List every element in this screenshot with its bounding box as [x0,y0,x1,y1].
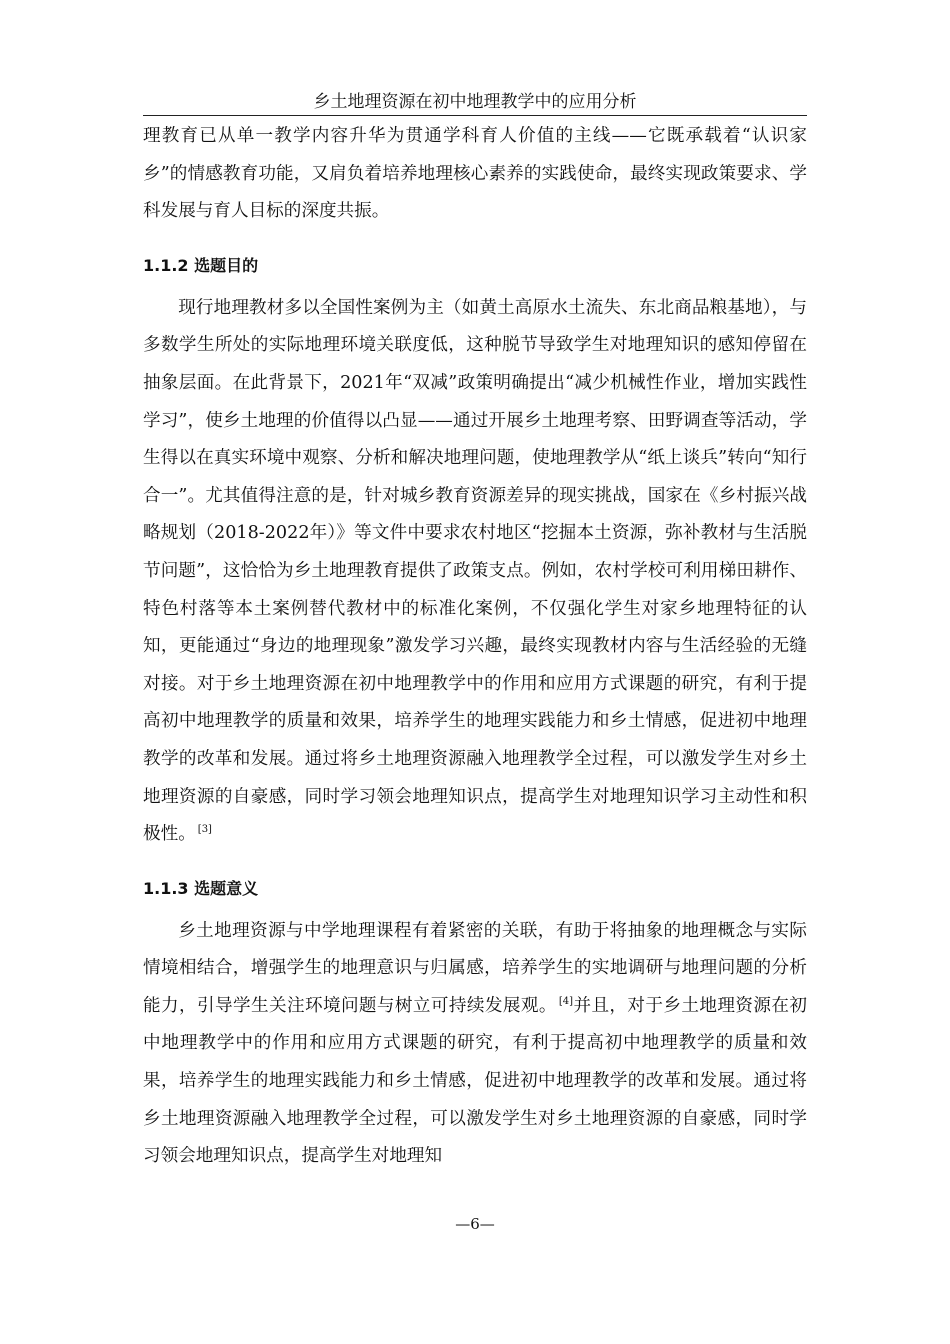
section-number: 1.1.2 [143,255,189,275]
intro-continuation-paragraph: 理教育已从单一教学内容升华为贯通学科育人价值的主线——它既承载着“认识家乡”的情感教育功能，又肩负着培养地理核心素养的实践使命，最终实现政策要求、学科发展与育人目标的深度共振。 [143,126,807,222]
purpose-paragraph [143,290,807,854]
section-title: 选题目的 [194,255,259,275]
running-header: 乡土地理资源在初中地理教学中的应用分析 [143,92,807,116]
section-heading-1-1-3 [143,879,807,899]
purpose-text: 现行地理教材多以全国性案例为主（如黄土高原水土流失、东北商品粮基地），与多数学生所处的实际地理环境关联度低，这种脱节导致学生对地理知识的感知停留在抽象层面。在此背景下，2021年“双减”政策明确提出“减少机械性作业，增加实践性学习”，使乡土地理的价值得以凸显——通过开展乡土地理考察、田野调查等活动，学生得以在真实环境中观察、分析和解决地理问题，使地理教学从“纸上谈兵”转向“知行合一”。尤其值得注意的是，针对城乡教育资源差异的现实挑战，国家在《乡村振兴战略规划（2018-2022年）》等文件中要求农村地区“挖掘本土资源，弥补教材与生活脱节问题”，这恰恰为乡土地理教育提供了政策支点。例如，农村学校可利用梯田耕作、特色村落等本土案例替代教材中的标准化案例，不仅强化学生对家乡地理特征的认知，更能通过“身边的地理现象”激发学习兴趣，最终实现教材内容与生活经验的无缝对接。对于乡土地理资源在初中地理教学中的作用和应用方式课题的研究，有利于提高初中地理教学的质量和效果，培养学生的地理实践能力和乡土情感，促进初中地理教学的改革和发展。通过将乡土地理资源融入地理教学全过程，可以激发学生对乡土地理资源的自豪感，同时学习领会地理知识点，提高学生对地理知识学习主动性和积极性。 [143,297,807,845]
document-body [143,118,807,1176]
citation-3: [3] [197,824,212,836]
significance-text-part2: 并且，对于乡土地理资源在初中地理教学中的作用和应用方式课题的研究，有利于提高初中地理教学的质量和效果，培养学生的地理实践能力和乡土情感，促进初中地理教学的改革和发展。通过将乡土地理资源融入地理教学全过程，可以激发学生对乡土地理资源的自豪感，同时学习领会地理知识点，提高学生对地理知 [143,995,807,1167]
section-title: 选题意义 [194,878,259,898]
page-number: —6— [455,1215,495,1233]
section-heading-1-1-2 [143,256,807,276]
section-number: 1.1.3 [143,878,189,898]
citation-4: [4] [558,996,574,1008]
significance-text-part1: 乡土地理资源与中学地理课程有着紧密的关联，有助于将抽象的地理概念与实际情境相结合，增强学生的地理意识与归属感，培养学生的实地调研与地理问题的分析能力，引导学生关注环境问题与树立可持续发展观。 [143,920,807,1016]
significance-paragraph [143,913,807,1176]
